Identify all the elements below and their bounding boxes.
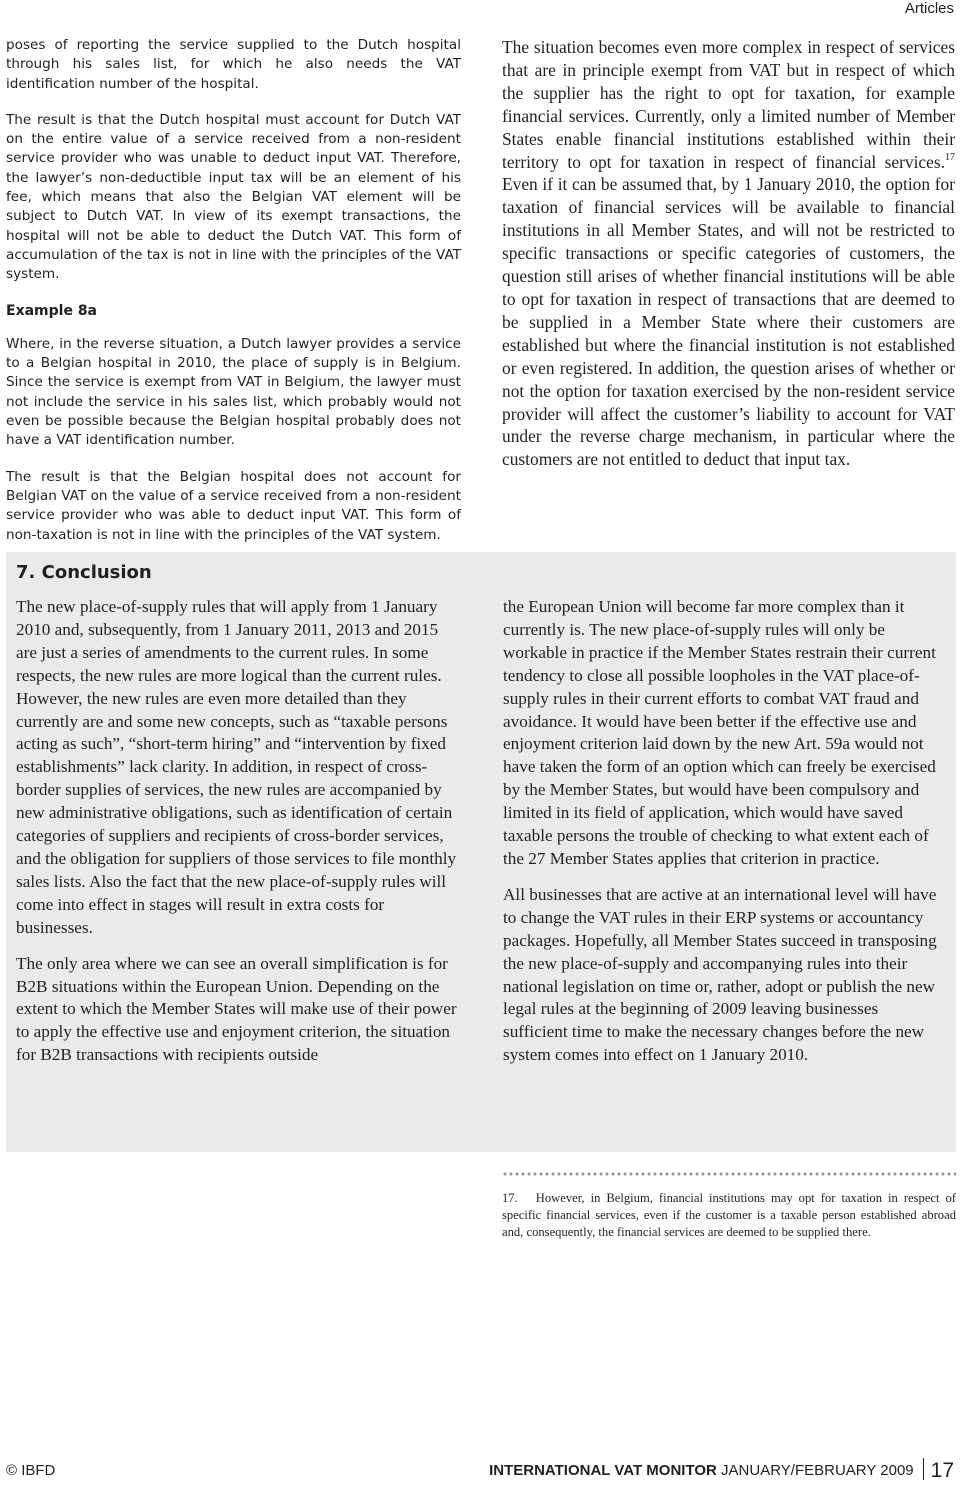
paragraph: the European Union will become far more complex than it currently is. The new place-of-supply rules will only be workable in practice if the Member States restrain their current tendency to close all possible loopholes in the VAT place-of-supply rules in their current efforts to combat VAT fraud and avoidance. It would have been better if the effective use and enjoyment criterion laid down by the new Art. 59a would not have taken the form of an option which can freely be exercised by the Member States, but would have been compulsory and limited in its field of application, which would have saved taxable persons the trouble of checking to what extent each of the 27 Member States applies that criterion in practice. <box>503 597 936 868</box>
footnote-divider <box>502 1172 956 1176</box>
footnote <box>502 1190 960 1241</box>
paragraph: All businesses that are active at an international level will have to change the VAT rules in their ERP systems or accountancy packages. Hopefully, all Member States succeed in transposing the new place-of-supply and accompanying rules into their national legislation on time or, rather, adopt or publish the new legal rules at the beginning of 2009 leaving businesses sufficient time to make the necessary changes before the new system comes into effect on 1 January 2010. <box>503 884 937 1065</box>
footnote-ref[interactable]: 17 <box>945 151 955 163</box>
paragraph: The result is that the Belgian hospital does not account for Belgian VAT on the value of a service received from a non-resident service provider who was able to deduct input VAT. This form of non-taxation is not in line with the principles of the VAT system. <box>6 468 461 543</box>
right-column <box>502 36 955 471</box>
paragraph: The only area where we can see an overall simplification is for B2B situations within the European Union. Depending on the extent to which the Member States will make use of their power to apply the effective use and enjoyment criterion, the situation for B2B transactions with recipients outside <box>16 953 457 1065</box>
paragraph: The result is that the Dutch hospital must account for Dutch VAT on the entire value of a service received from a non-resident service provider who was unable to deduct input VAT. Therefore, the lawyer’s non-deductible input tax will be an element of his fee, which means that also the Belgian VAT element will be subject to Dutch VAT. In view of its exempt transactions, the hospital will not be able to deduct the Dutch VAT. This form of accumulation of the tax is not in line with the principles of the VAT system. <box>6 111 461 283</box>
paragraph <box>502 36 955 471</box>
journal-name: INTERNATIONAL VAT MONITOR <box>489 1462 717 1479</box>
paragraph: Where, in the reverse situation, a Dutch lawyer provides a service to a Belgian hospital in 2010, the place of supply is in Belgium. Since the service is exempt from VAT in Belgium, the lawyer must not include the service in his sales list, which probably would not even be possible because the Belgian hospital probably does not have a VAT identification number. <box>6 335 461 449</box>
paragraph-text: The situation becomes even more complex in respect of services that are in principle exempt from VAT but in respect of which the supplier has the right to opt for taxation, for example financial services. Currently, only a limited number of Member States enable financial institutions established within their territory to opt for taxation in respect of financial services. <box>502 37 955 172</box>
footer-divider <box>923 1458 924 1480</box>
issue-date: JANUARY/FEBRUARY 2009 <box>716 1462 914 1479</box>
paragraph: The new place-of-supply rules that will apply from 1 January 2010 and, subsequently, from 1 January 2011, 2013 and 2015 are just a series of amendments to the current rules. In some respects, the new rules are more logical than the current rules. However, the new rules are even more detailed than they currently are and some new concepts, such as “taxable persons acting as such”, “short-term hiring” and “intervention by fixed establishments” lack clarity. In addition, in respect of cross-border supplies of services, the new rules are accompanied by new administrative obligations, such as identification of certain categories of suppliers and recipients of cross-border services, and the obligation for suppliers of those services to file monthly sales lists. Also the fact that the new place-of-supply rules will come into effect in stages will result in extra costs for businesses. <box>16 597 457 937</box>
paragraph-text: Even if it can be assumed that, by 1 January 2010, the option for taxation of financial services will be available to financial institutions in all Member States, and will not be restricted to specific transactions or specific categories of customers, the question still arises of whether financial institutions will be able to opt for taxation in respect of transactions that are deemed to be supplied in a Member State where their customers are established but where the financial institution is not established or even registered. In addition, the question arises of whether or not the option for taxation exercised by the non-resident service provider will affect the customer’s liability to account for VAT under the reverse charge mechanism, in particular where the customers are not entitled to deduct that input tax. <box>502 174 955 470</box>
conclusion-right-column <box>503 596 943 1080</box>
section-label: Articles <box>904 0 954 17</box>
paragraph: poses of reporting the service supplied to the Dutch hospital through his sales list, for which he also needs the VAT identification number of the hospital. <box>6 37 461 92</box>
page-number: 17 <box>930 1459 954 1482</box>
conclusion-heading: 7. Conclusion <box>16 562 152 583</box>
footer-journal-info <box>489 1458 954 1483</box>
conclusion-left-column <box>16 596 461 1080</box>
example-heading: Example 8a <box>6 302 98 319</box>
left-column <box>6 36 461 562</box>
footer-copyright: © IBFD <box>6 1462 56 1479</box>
footnote-text: 17. However, in Belgium, financial institutions may opt for taxation in respect of specific financial services, even if the customer is a taxable person established abroad and, consequently, the financial services are deemed to be supplied there. <box>502 1191 960 1239</box>
